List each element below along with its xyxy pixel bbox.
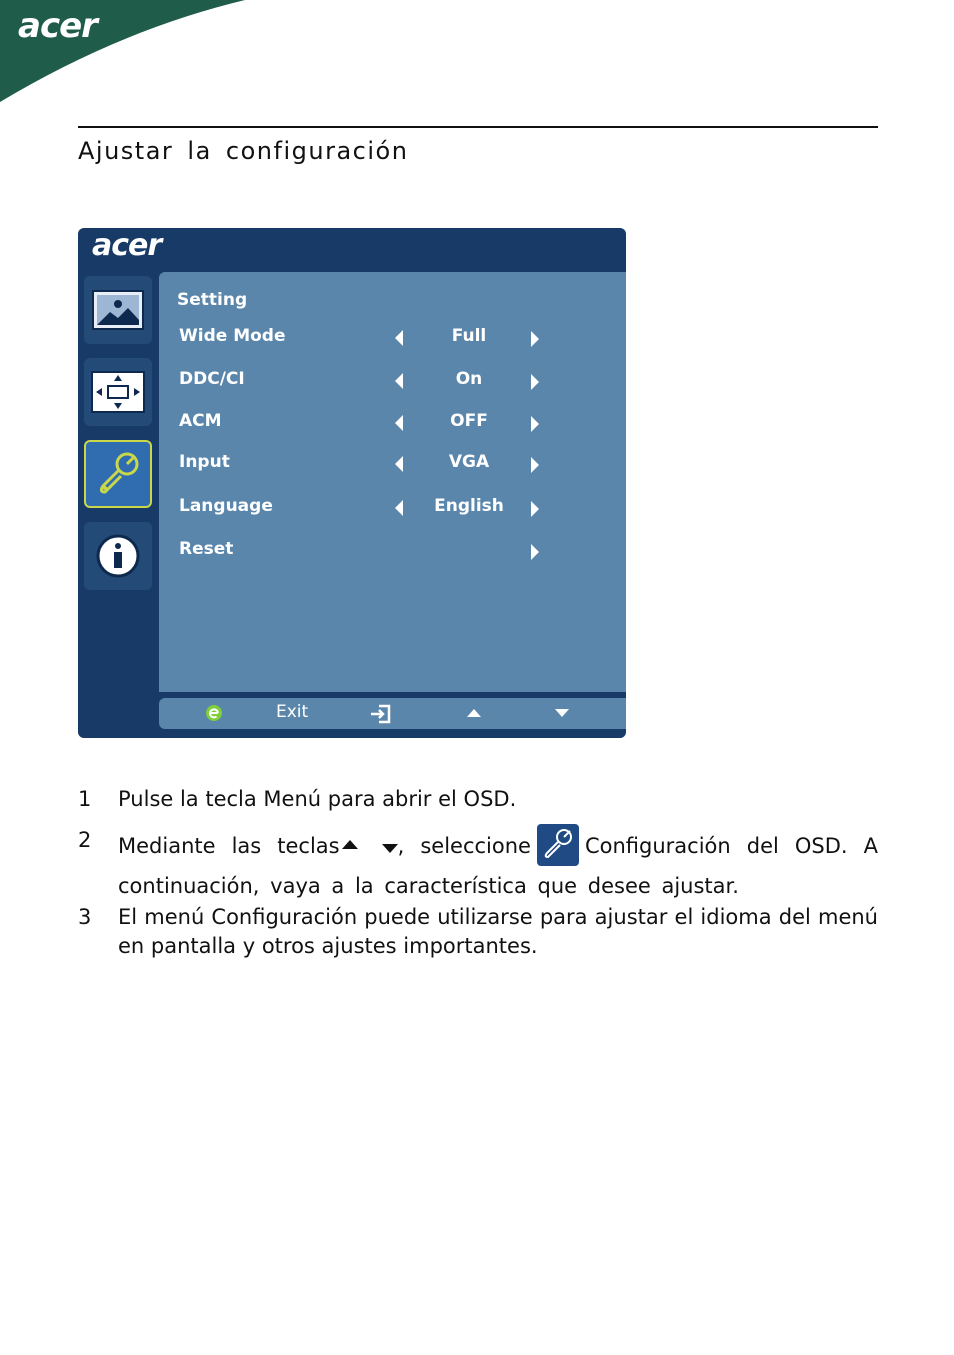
info-icon: [95, 533, 141, 579]
osd-row-label: Reset: [179, 539, 234, 559]
left-arrow-icon[interactable]: [395, 500, 403, 516]
section-title: Ajustar la configuración: [78, 137, 409, 165]
osd-menu: [78, 228, 626, 738]
osd-row-ddcci[interactable]: [159, 369, 626, 397]
section-rule: [78, 126, 878, 128]
up-key-icon: [342, 840, 358, 849]
osd-row-input[interactable]: [159, 452, 626, 480]
up-arrow-icon[interactable]: [466, 708, 482, 718]
osd-heading: Setting: [177, 290, 248, 310]
e-key-icon[interactable]: [205, 704, 223, 722]
picture-icon: [92, 290, 144, 330]
left-arrow-icon[interactable]: [395, 373, 403, 389]
step-number: 1: [78, 787, 92, 811]
step-text: Pulse la tecla Menú para abrir el OSD.: [118, 787, 517, 811]
left-arrow-icon[interactable]: [395, 330, 403, 346]
osd-row-value: VGA: [448, 452, 490, 472]
left-arrow-icon[interactable]: [395, 415, 403, 431]
osd-acer-logo: acer: [92, 228, 162, 263]
osd-row-reset[interactable]: [159, 539, 626, 567]
osd-row-value: On: [455, 369, 483, 389]
sidebar-position-button[interactable]: [84, 358, 152, 426]
sidebar-info-button[interactable]: [84, 522, 152, 590]
osd-row-language[interactable]: [159, 496, 626, 524]
step-text-part: Configuración del OSD. A continuación, vaya a la característica que desee ajustar.: [118, 834, 878, 898]
osd-setting-panel: [159, 272, 626, 692]
step-text-part: Mediante las teclas: [118, 834, 340, 858]
setting-icon: [93, 450, 143, 498]
osd-row-wide-mode[interactable]: [159, 326, 626, 354]
osd-row-label: Wide Mode: [179, 326, 286, 346]
osd-row-value: OFF: [450, 411, 488, 431]
setting-icon: [537, 824, 579, 866]
position-icon: [91, 371, 145, 413]
left-arrow-icon[interactable]: [395, 456, 403, 472]
step-number: 2: [78, 828, 92, 852]
right-arrow-icon[interactable]: [531, 331, 539, 347]
sidebar-setting-button[interactable]: [84, 440, 152, 508]
down-key-icon: [382, 844, 398, 853]
exit-label[interactable]: Exit: [276, 702, 309, 722]
step-number: 3: [78, 905, 92, 929]
acer-logo: acer: [18, 6, 97, 46]
right-arrow-icon[interactable]: [531, 416, 539, 432]
osd-row-label: Input: [179, 452, 230, 472]
osd-row-label: Language: [179, 496, 273, 516]
step-text-part: , seleccione: [397, 834, 531, 858]
osd-footer-bar: [159, 698, 626, 729]
osd-row-value: English: [434, 496, 504, 516]
osd-row-label: DDC/CI: [179, 369, 245, 389]
down-arrow-icon[interactable]: [554, 708, 570, 718]
step-text: El menú Configuración puede utilizarse para ajustar el idioma del menú en pantalla y otros ajustes importantes.: [118, 905, 878, 958]
sidebar-picture-button[interactable]: [84, 276, 152, 344]
osd-row-acm[interactable]: [159, 411, 626, 439]
osd-row-label: ACM: [179, 411, 222, 431]
enter-icon[interactable]: [369, 704, 391, 724]
right-arrow-icon[interactable]: [531, 501, 539, 517]
step-text: [118, 826, 878, 904]
right-arrow-icon[interactable]: [531, 457, 539, 473]
osd-row-value: Full: [451, 326, 487, 346]
right-arrow-icon[interactable]: [531, 544, 539, 560]
right-arrow-icon[interactable]: [531, 374, 539, 390]
